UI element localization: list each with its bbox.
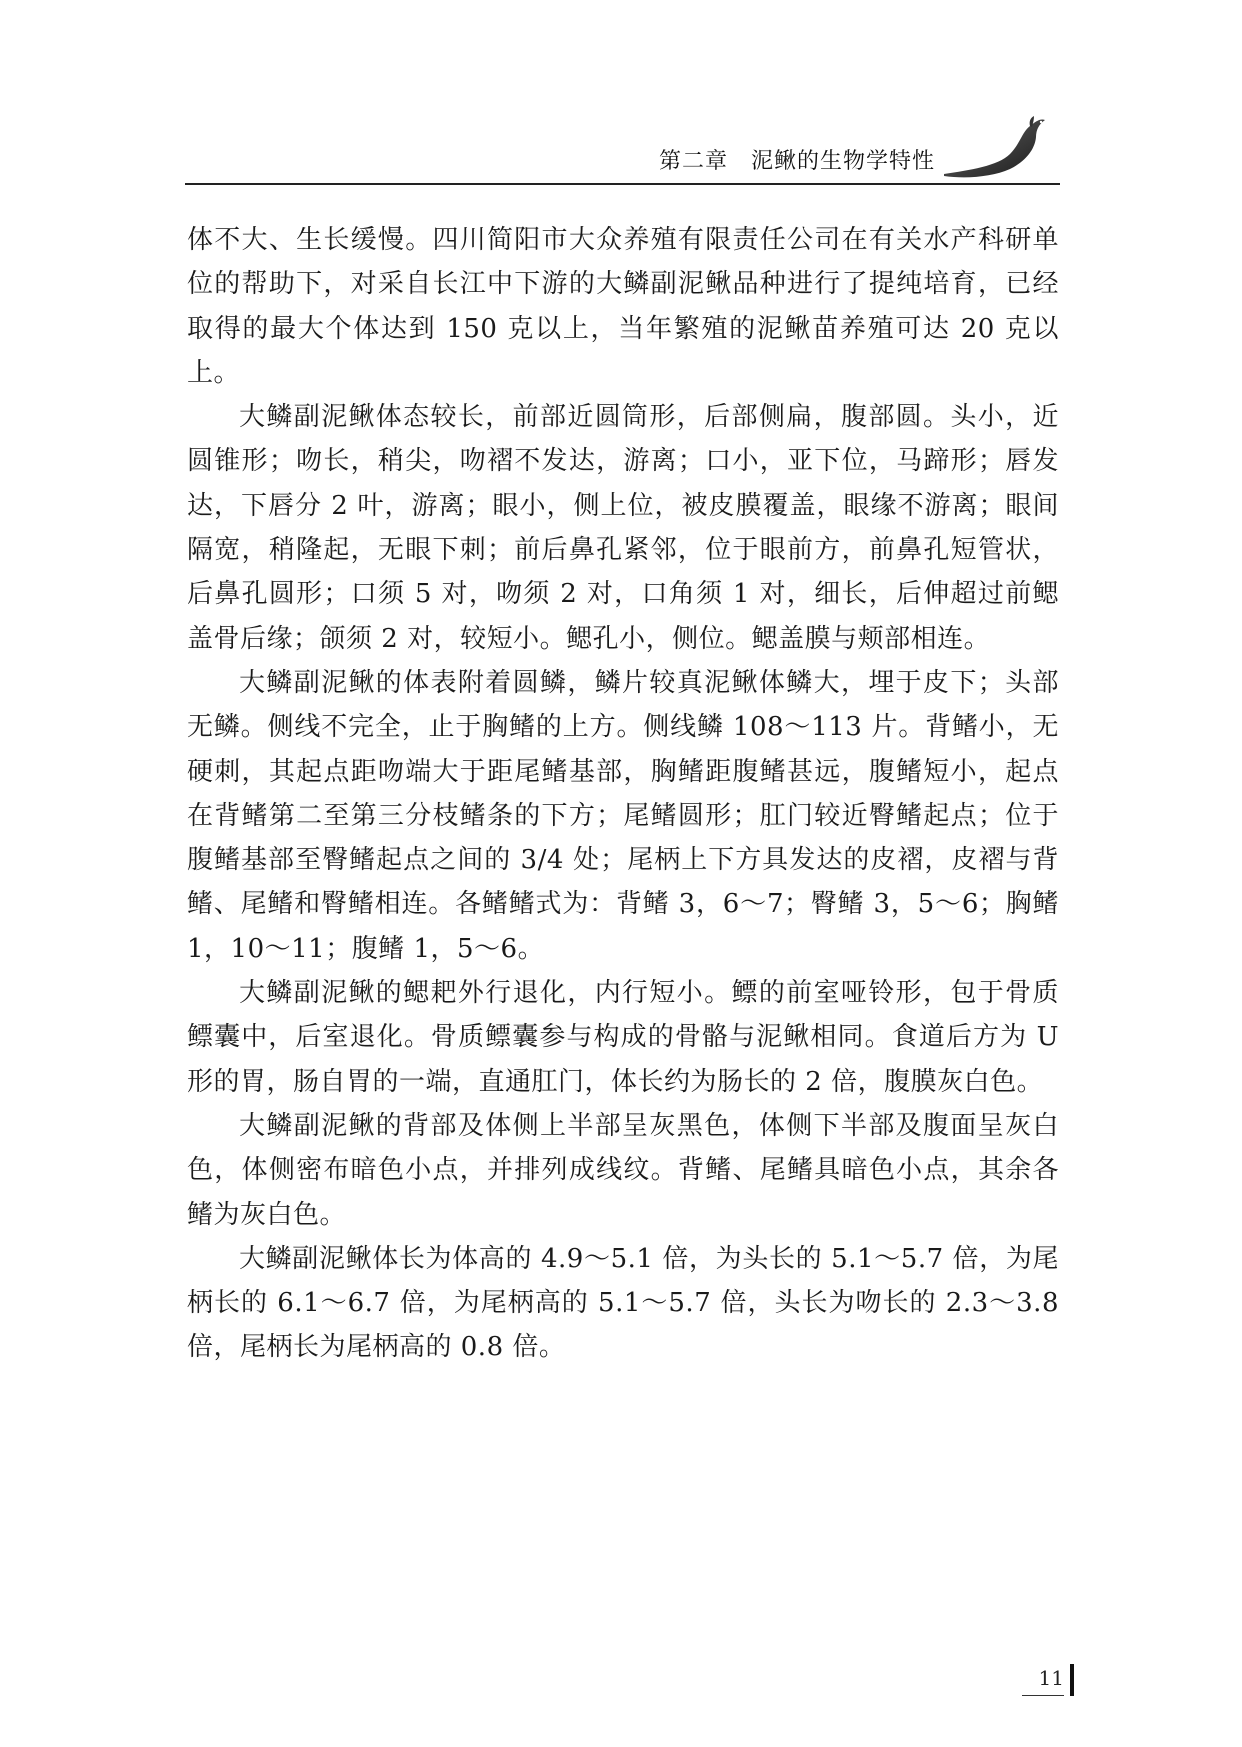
paragraph: 大鳞副泥鳅的鳃耙外行退化，内行短小。鳔的前室哑铃形，包于骨质鳔囊中，后室退化。骨质鳔囊参与构成的骨骼与泥鳅相同。食道后方为 U 形的胃，肠自胃的一端，直通肛门，体长约为肠长的 2 倍，腹膜灰白色。 [187,978,1059,1097]
paragraph: 大鳞副泥鳅的体表附着圆鳞，鳞片较真泥鳅体鳞大，埋于皮下；头部无鳞。侧线不完全，止于胸鳍的上方。侧线鳞 108～113 片。背鳍小，无硬刺，其起点距吻端大于距尾鳍基部，胸鳍距腹鳍甚远，腹鳍短小，起点在背鳍第二至第三分枝鳍条的下方；尾鳍圆形；肛门较近臀鳍起点；位于腹鳍基部至臀鳍起点之间的 3/4 处；尾柄上下方具发达的皮褶，皮褶与背鳍、尾鳍和臀鳍相连。各鳍鳍式为：背鳍 3，6～7；臀鳍 3，5～6；胸鳍 1，10～11；腹鳍 1，5～6。 [187,667,1059,964]
running-header [185,110,1060,186]
paragraph: 体不大、生长缓慢。四川简阳市大众养殖有限责任公司在有关水产科研单位的帮助下，对采自长江中下游的大鳞副泥鳅品种进行了提纯培育，已经取得的最大个体达到 150 克以上，当年繁殖的泥鳅苗养殖可达 20 克以上。 [187,225,1059,388]
paragraph: 大鳞副泥鳅体长为体高的 4.9～5.1 倍，为头长的 5.1～5.7 倍，为尾柄长的 6.1～6.7 倍，为尾柄高的 5.1～5.7 倍，头长为吻长的 2.3～3.8 倍，尾柄长为尾柄高的 0.8 倍。 [187,1243,1059,1363]
folio-bar [1070,1664,1074,1696]
body-text [187,218,1059,1370]
loach-fish-icon [940,110,1060,186]
header-rule [185,183,1060,185]
paragraph: 大鳞副泥鳅体态较长，前部近圆筒形，后部侧扁，腹部圆。头小，近圆锥形；吻长，稍尖，吻褶不发达，游离；口小，亚下位，马蹄形；唇发达，下唇分 2 叶，游离；眼小，侧上位，被皮膜覆盖，眼缘不游离；眼间隔宽，稍隆起，无眼下刺；前后鼻孔紧邻，位于眼前方，前鼻孔短管状，后鼻孔圆形；口须 5 对，吻须 2 对，口角须 1 对，细长，后伸超过前鳃盖骨后缘；颌须 2 对，较短小。鳃孔小，侧位。鳃盖膜与颊部相连。 [187,402,1059,654]
folio-underline [1022,1695,1064,1696]
chapter-title: 第二章 泥鳅的生物学特性 [658,149,935,174]
paragraph: 大鳞副泥鳅的背部及体侧上半部呈灰黑色，体侧下半部及腹面呈灰白色，体侧密布暗色小点，并排列成线纹。背鳍、尾鳍具暗色小点，其余各鳍为灰白色。 [187,1110,1059,1230]
page-folio [1018,1660,1078,1700]
page-number: 11 [1038,1666,1064,1690]
